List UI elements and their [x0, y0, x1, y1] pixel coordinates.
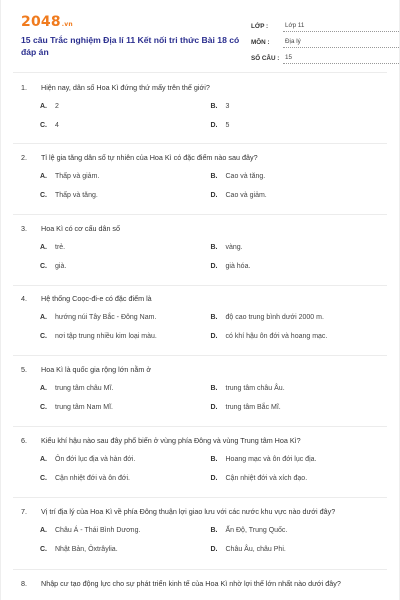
option-a[interactable]: A. hướng núi Tây Bắc - Đông Nam.: [40, 313, 157, 321]
divider: [13, 497, 387, 498]
logo-main: 2048: [21, 14, 61, 30]
question-text: Hoa Kì có cơ cấu dân số: [41, 223, 121, 233]
document-header: [21, 14, 387, 74]
question-text: Kiểu khí hậu nào sau đây phổ biến ở vùng phía Đông và vùng Trung tâm Hoa Kì?: [41, 435, 301, 445]
question-3: [21, 223, 381, 280]
divider: [13, 72, 387, 73]
option-d[interactable]: D. trung tâm Bắc Mĩ.: [210, 403, 281, 411]
question-7: [21, 506, 381, 563]
divider: [13, 143, 387, 144]
question-number: 1.: [21, 82, 27, 92]
option-b[interactable]: B. Hoang mạc và ôn đới lục địa.: [210, 455, 317, 463]
logo-suffix: .vn: [61, 21, 73, 28]
question-text: Vị trí địa lý của Hoa Kì về phía Đông thuận lợi giao lưu với các nước khu vực nào dưới đây?: [41, 506, 336, 516]
option-d[interactable]: D. có khí hậu ôn đới và hoang mạc.: [210, 332, 328, 340]
option-a[interactable]: A. trẻ.: [40, 243, 66, 251]
question-5: [21, 364, 381, 421]
question-4: [21, 293, 381, 350]
divider: [13, 426, 387, 427]
option-d[interactable]: D. 5: [210, 121, 230, 129]
question-number: 5.: [21, 364, 27, 374]
question-2: [21, 152, 381, 209]
question-text: Nhập cư tạo động lực cho sự phát triển kinh tế của Hoa Kì nhờ lợi thế lớn nhất nào dưới đây?: [41, 578, 341, 588]
question-number: 8.: [21, 578, 27, 588]
meta-grade: [251, 16, 400, 32]
meta-subject: [251, 32, 400, 48]
site-logo[interactable]: [21, 14, 73, 30]
option-a[interactable]: A. Ôn đới lục địa và hàn đới.: [40, 455, 136, 463]
option-b[interactable]: B. độ cao trung bình dưới 2000 m.: [210, 313, 324, 321]
divider: [13, 214, 387, 215]
question-number: 3.: [21, 223, 27, 233]
option-c[interactable]: C. 4: [40, 121, 59, 129]
question-text: Hoa Kì là quốc gia rộng lớn nằm ở: [41, 364, 152, 374]
option-c[interactable]: C. Nhật Bản, Ôxtrâylia.: [40, 545, 118, 553]
meta-label: MÔN :: [251, 39, 270, 46]
option-c[interactable]: C. nơi tập trung nhiều kim loại màu.: [40, 332, 157, 340]
meta-label: SỐ CÂU :: [251, 55, 280, 62]
question-text: Tỉ lệ gia tăng dân số tự nhiên của Hoa Kì có đặc điểm nào sau đây?: [41, 152, 258, 162]
option-d[interactable]: D. Châu Âu, châu Phi.: [210, 545, 286, 553]
option-b[interactable]: B. trung tâm châu Âu.: [210, 384, 285, 392]
meta-question-count: [251, 48, 400, 64]
option-c[interactable]: C. Cận nhiệt đới và ôn đới.: [40, 474, 130, 482]
option-b[interactable]: B. Cao và tăng.: [210, 172, 266, 180]
divider: [13, 285, 387, 286]
question-text: Hiện nay, dân số Hoa Kì đứng thứ mấy trên thế giới?: [41, 82, 210, 92]
meta-value: Lớp 11: [283, 22, 400, 32]
option-a[interactable]: A. trung tâm châu Mĩ.: [40, 384, 114, 392]
divider: [13, 355, 387, 356]
document-meta: [251, 16, 400, 64]
question-text: Hệ thống Coọc-đi-e có đặc điểm là: [41, 293, 152, 303]
meta-value: Địa lý: [283, 38, 400, 48]
question-number: 7.: [21, 506, 27, 516]
document-title: 15 câu Trắc nghiệm Địa lí 11 Kết nối tri thức Bài 18 có đáp án: [21, 35, 240, 57]
question-number: 6.: [21, 435, 27, 445]
option-a[interactable]: A. Thấp và giảm.: [40, 172, 100, 180]
question-6: [21, 435, 381, 492]
option-a[interactable]: A. 2: [40, 102, 59, 110]
option-d[interactable]: D. Cao và giảm.: [210, 191, 267, 199]
option-b[interactable]: B. 3: [210, 102, 230, 110]
option-b[interactable]: B. vàng.: [210, 243, 243, 251]
question-8: [21, 578, 381, 588]
option-c[interactable]: C. trung tâm Nam Mĩ.: [40, 403, 113, 411]
meta-label: LỚP :: [251, 23, 269, 30]
question-1: [21, 82, 381, 139]
option-a[interactable]: A. Châu Á - Thái Bình Dương.: [40, 526, 141, 534]
option-d[interactable]: D. già hóa.: [210, 262, 251, 270]
question-number: 4.: [21, 293, 27, 303]
option-b[interactable]: B. Ấn Độ, Trung Quốc.: [210, 526, 288, 534]
divider: [13, 569, 387, 570]
question-number: 2.: [21, 152, 27, 162]
meta-value: 15: [283, 54, 400, 64]
option-c[interactable]: C. Thấp và tăng.: [40, 191, 98, 199]
option-d[interactable]: D. Cận nhiệt đới và xích đạo.: [210, 474, 308, 482]
option-c[interactable]: C. già.: [40, 262, 67, 270]
